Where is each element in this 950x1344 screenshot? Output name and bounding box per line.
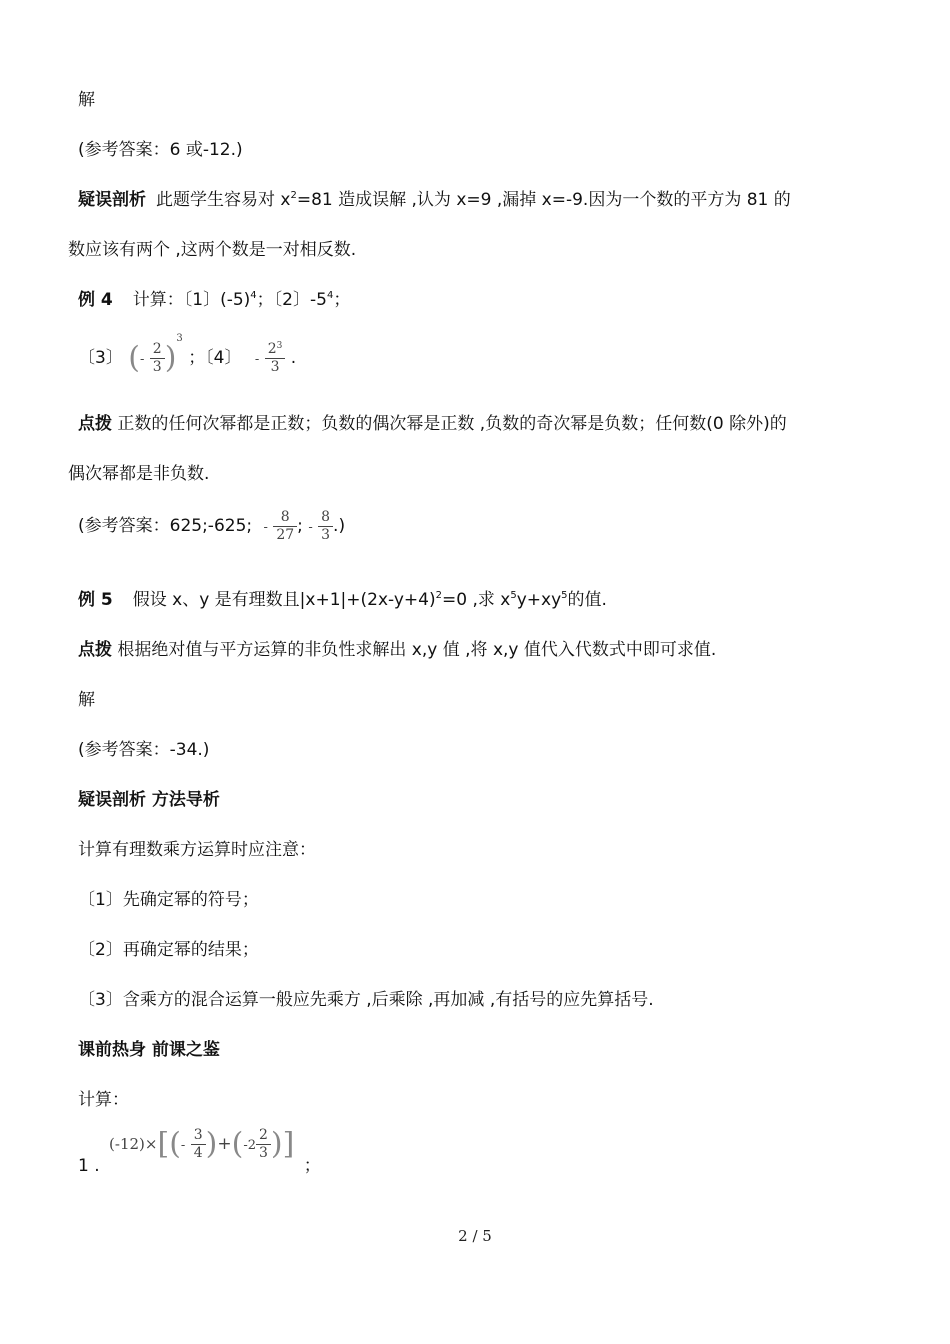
text: 根据绝对值与平方运算的非负性求解出 x,y 值 ,将 x,y 值代入代数式中即可求值.	[117, 640, 717, 660]
method-step-2: 〔2〕再确定幂的结果；	[78, 940, 259, 960]
text: 的值.	[567, 590, 607, 610]
error-analysis-label: 疑误剖析	[78, 190, 146, 210]
sup: 4	[326, 290, 334, 301]
paren: (	[169, 1126, 181, 1162]
fraction	[318, 509, 333, 544]
denominator: 3	[321, 527, 331, 543]
neg-two-cubed-over-three	[254, 341, 291, 375]
paren: )	[205, 1126, 218, 1162]
end: .)	[333, 516, 346, 536]
paren: [	[157, 1126, 170, 1162]
example-5-label: 例 5	[78, 590, 113, 610]
exercise-1	[78, 1126, 321, 1196]
tip-label: 点拨	[78, 414, 112, 434]
solve-label-2: 解	[78, 690, 95, 710]
exercise-number: 1 .	[78, 1156, 100, 1176]
section-heading-warmup: 课前热身 前课之鉴	[78, 1040, 220, 1060]
example-4-part-2	[78, 328, 296, 390]
exponent: 3	[176, 333, 183, 344]
text: ；	[333, 290, 351, 310]
text: =0 ,求 x	[441, 590, 511, 610]
denominator: 27	[276, 527, 295, 543]
neg-eight-thirds	[308, 509, 333, 543]
text: =81 造成误解 ,认为 x=9 ,漏掉 x=-9.因为一个数的平方为 81 的	[296, 190, 791, 210]
paren: )	[270, 1126, 283, 1162]
paren: (	[128, 340, 140, 376]
page-number: 2 / 5	[458, 1227, 492, 1245]
sign: -	[254, 352, 260, 367]
reference-answer-4	[78, 498, 345, 556]
sign: -	[180, 1138, 186, 1153]
denominator: 4	[193, 1145, 203, 1161]
solve-label: 解	[78, 90, 95, 110]
fraction	[150, 341, 165, 376]
example-4-label: 例 4	[78, 290, 113, 310]
text: (参考答案：625;-625;	[78, 516, 253, 536]
tip-2	[78, 638, 716, 662]
separator: ；〔4〕	[188, 348, 242, 368]
paren: (	[231, 1126, 244, 1162]
text: 计算：〔1〕(-5)	[132, 290, 251, 310]
sup: 4	[250, 290, 257, 301]
lead: (-12)×	[109, 1135, 158, 1153]
text: 此题学生容易对 x	[156, 190, 291, 210]
error-analysis-1	[78, 188, 791, 212]
text: 假设 x、y 是有理数且|x+1|+(2x-y+4)	[132, 590, 436, 610]
numerator: 3	[191, 1127, 206, 1145]
base: 2	[267, 341, 277, 357]
numerator	[265, 341, 286, 359]
sup: 5	[561, 590, 568, 601]
sup: 2	[435, 590, 442, 601]
whole: -2	[243, 1138, 256, 1153]
tip-1	[78, 412, 787, 436]
sign: -	[308, 520, 313, 535]
tip-label: 点拨	[78, 640, 112, 660]
text: 正数的任何次幂都是正数；负数的偶次幂是正数 ,负数的奇次幂是负数；任何数(0 除外)的	[117, 414, 787, 434]
compute-label: 计算：	[78, 1090, 129, 1110]
numerator: 8	[318, 509, 333, 527]
error-analysis-1-cont: 数应该有两个 ,这两个数是一对相反数.	[68, 240, 357, 260]
separator: ;	[297, 516, 303, 536]
denominator: 3	[152, 359, 162, 375]
paren: ]	[282, 1126, 295, 1162]
fraction	[256, 1127, 271, 1162]
sign: -	[263, 520, 268, 535]
numerator: 2	[256, 1127, 271, 1145]
sign: -	[139, 352, 145, 367]
denominator: 3	[270, 359, 280, 375]
fraction	[273, 509, 297, 544]
fraction	[265, 341, 286, 376]
end: .	[290, 348, 297, 368]
method-intro: 计算有理数乘方运算时应注意：	[78, 840, 316, 860]
exercise-expression	[109, 1126, 300, 1162]
sup: 2	[290, 190, 297, 201]
example-5	[78, 588, 607, 612]
fraction	[191, 1127, 206, 1162]
power-neg-two-thirds-cubed	[128, 333, 188, 376]
example-4	[78, 288, 350, 312]
section-heading-method: 疑误剖析 方法导析	[78, 790, 220, 810]
item-3: 〔3〕	[78, 348, 123, 368]
reference-answer-3: (参考答案：6 或-12.)	[78, 140, 243, 160]
exponent: 3	[276, 341, 283, 351]
text: y+xy	[516, 590, 562, 610]
numerator: 8	[273, 509, 297, 527]
denominator: 3	[259, 1145, 268, 1161]
neg-eight-27ths	[263, 509, 298, 543]
paren: )	[164, 340, 177, 376]
reference-answer-5: (参考答案：-34.)	[78, 740, 210, 760]
method-step-1: 〔1〕先确定幂的符号；	[78, 890, 259, 910]
end: ；	[303, 1156, 321, 1176]
sup: 5	[510, 590, 517, 601]
numerator: 2	[150, 341, 165, 359]
text: ；〔2〕-5	[256, 290, 327, 310]
tip-1-cont: 偶次幂都是非负数.	[68, 464, 210, 484]
method-step-3: 〔3〕含乘方的混合运算一般应先乘方 ,后乘除 ,再加减 ,有括号的应先算括号.	[78, 990, 654, 1010]
plus: +	[217, 1134, 232, 1154]
